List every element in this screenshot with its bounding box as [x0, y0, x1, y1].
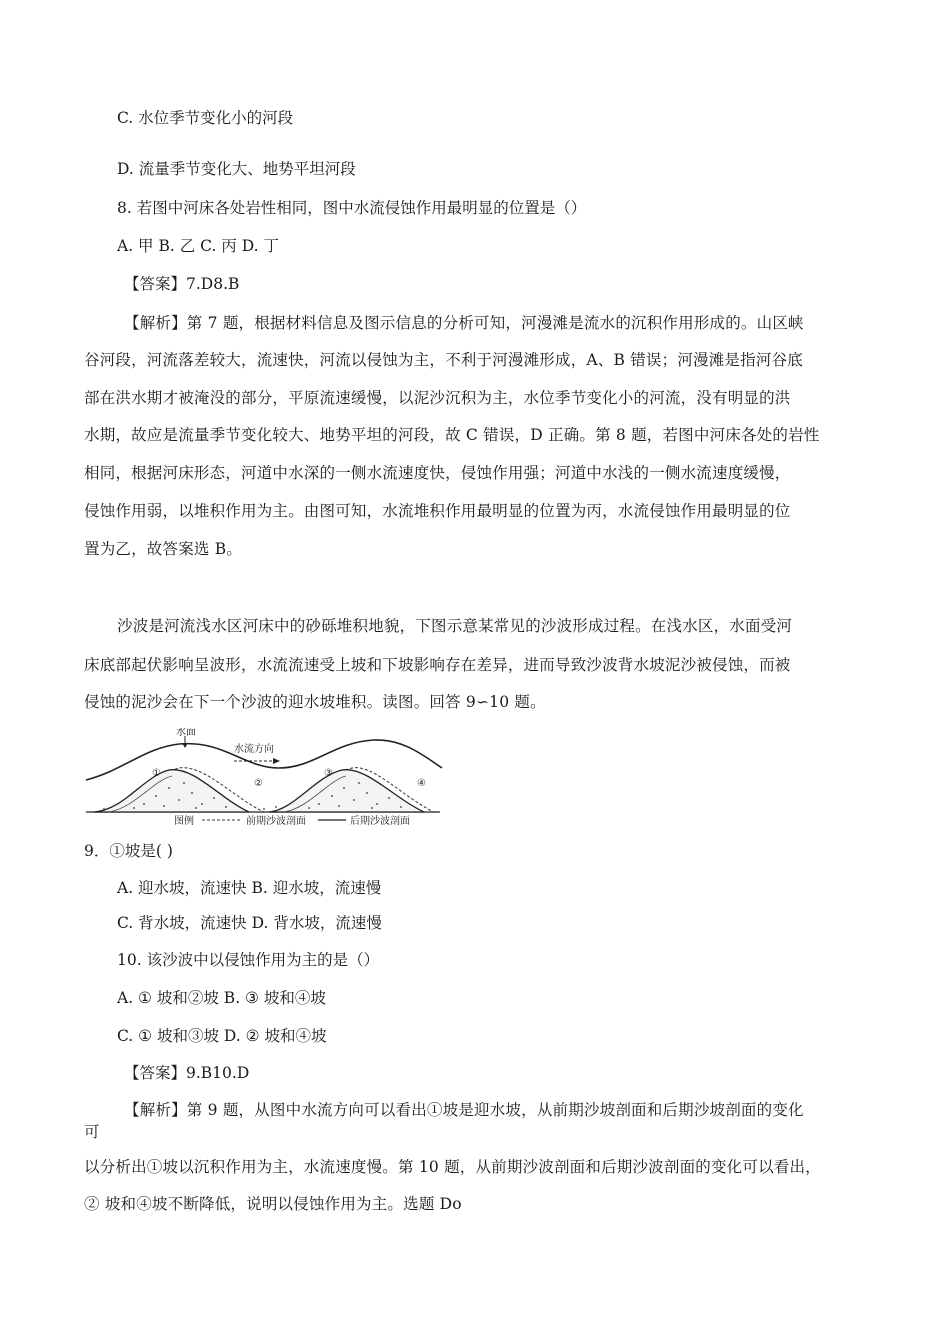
q10-options-cd: C. ① 坡和③坡 D. ② 坡和④坡: [117, 1027, 327, 1045]
analysis-7-8-line: 相同，根据河床形态，河道中水深的一侧水流速度快，侵蚀作用强；河道中水浅的一侧水流速度缓慢，: [84, 464, 791, 482]
analysis-7-8-line: 置为乙，故答案选 B。: [84, 540, 243, 558]
analysis-7-8-line: 水期，故应是流量季节变化较大、地势平坦的河段，故 C 错误，D 正确。第 8 题，若图中河床各处的岩性: [84, 426, 820, 444]
analysis-9-10-line: ② 坡和④坡不断降低，说明以侵蚀作用为主。选题 Do: [84, 1195, 462, 1213]
answer-9-10: 【答案】9.B10.D: [124, 1064, 250, 1082]
legend-early-label: 前期沙波剖面: [246, 816, 306, 827]
material-line: 床底部起伏影响呈波形，水流流速受上坡和下坡影响存在差异，进而导致沙波背水坡泥沙被侵蚀，而被: [84, 656, 791, 674]
analysis-7-8-line: 侵蚀作用弱，以堆积作用为主。由图可知，水流堆积作用最明显的位置为丙，水流侵蚀作用最明显的位: [84, 502, 791, 520]
q9-options-ab: A. 迎水坡，流速快 B. 迎水坡，流速慢: [117, 879, 382, 897]
q8-stem: 8. 若图中河床各处岩性相同，图中水流侵蚀作用最明显的位置是（）: [117, 199, 587, 217]
material-line: 侵蚀的泥沙会在下一个沙波的迎水坡堆积。读图。回答 9∽10 题。: [84, 693, 546, 711]
material-line: 沙波是河流浅水区河床中的砂砾堆积地貌，下图示意某常见的沙波形成过程。在浅水区，水面受河: [117, 617, 793, 635]
q8-options: A. 甲 B. 乙 C. 丙 D. 丁: [117, 237, 279, 255]
slope-label-1: ①: [152, 768, 161, 779]
water-surface-label: 水面: [176, 728, 196, 738]
analysis-7-8-line: 谷河段，河流落差较大，流速快，河流以侵蚀为主，不利于河漫滩形成，A、B 错误；河漫滩是指河谷底: [84, 351, 803, 369]
flow-direction-label: 水流方向: [234, 744, 274, 755]
answer-7-8: 【答案】7.D8.B: [124, 275, 240, 293]
q10-options-ab: A. ① 坡和②坡 B. ③ 坡和④坡: [117, 989, 326, 1007]
slope-label-4: ④: [417, 778, 426, 789]
flow-direction-arrowhead: [273, 758, 280, 764]
legend-late-label: 后期沙波剖面: [350, 816, 410, 827]
q10-stem: 10. 该沙波中以侵蚀作用为主的是（）: [117, 951, 380, 969]
legend-title: 图例: [174, 816, 194, 827]
analysis-7-8-line: 【解析】第 7 题，根据材料信息及图示信息的分析可知，河漫滩是流水的沉积作用形成的。山区峡: [124, 314, 804, 332]
q9-options-cd: C. 背水坡，流速快 D. 背水坡，流速慢: [117, 914, 382, 932]
slope-label-3: ③: [324, 768, 333, 779]
slope-label-2: ②: [254, 778, 263, 789]
analysis-9-10-line: 可: [84, 1123, 100, 1141]
analysis-9-10-line: 以分析出①坡以沉积作用为主，水流速度慢。第 10 题，从前期沙波剖面和后期沙波剖面的变化可以看出，: [84, 1158, 821, 1176]
analysis-9-10-line: 【解析】第 9 题，从图中水流方向可以看出①坡是迎水坡，从前期沙坡剖面和后期沙坡剖面的变化: [124, 1101, 804, 1119]
water-surface-arrowhead: [182, 743, 188, 748]
q9-stem: 9．①坡是( ): [84, 842, 173, 860]
sand-wave-figure: [84, 728, 444, 828]
q7-option-c: C. 水位季节变化小的河段: [117, 109, 294, 127]
analysis-7-8-line: 部在洪水期才被淹没的部分，平原流速缓慢，以泥沙沉积为主，水位季节变化小的河流，没有明显的洪: [84, 389, 791, 407]
q7-option-d: D. 流量季节变化大、地势平坦河段: [117, 160, 356, 178]
